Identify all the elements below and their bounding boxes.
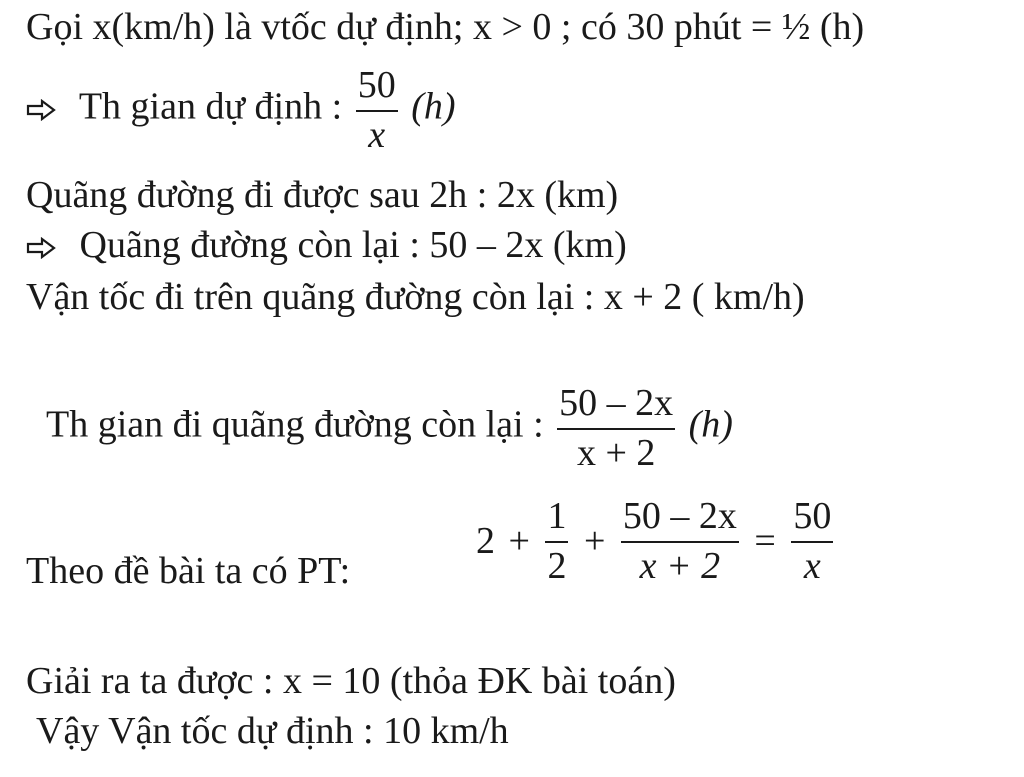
line-planned-time [26,66,456,154]
fraction-denominator: 2 [547,545,567,587]
fraction-denominator: x [368,114,386,156]
remaining-distance-text: Quãng đường còn lại : 50 – 2x (km) [79,224,627,266]
line-distance-2h: Quãng đường đi được sau 2h : 2x (km) [26,174,619,216]
planned-time-label: Th gian dự định : [78,85,343,128]
equation-fraction-half [545,497,568,585]
line-remaining-time [46,384,733,472]
planned-time-unit: (h) [411,85,456,128]
line-equation-label: Theo đề bài ta có PT: [26,550,351,592]
equals-sign: = [754,520,776,562]
fraction-bar [545,541,568,543]
implies-arrow-icon [26,99,56,121]
plus-sign: + [583,520,606,562]
remaining-time-fraction [557,384,675,472]
line-conclusion: Vậy Vận tốc dự định : 10 km/h [36,710,509,752]
fraction-numerator: 50 – 2x [622,495,737,537]
fraction-bar [621,541,739,543]
fraction-bar [557,428,675,430]
remaining-time-label: Th gian đi quãng đường còn lại : [46,403,544,446]
equation-fraction-planned [791,497,833,585]
fraction-denominator: x [803,545,821,587]
fraction-denominator: x + 2 [639,545,721,587]
line-definition: Gọi x(km/h) là vtốc dự định; x > 0 ; có 30 phút = ½ (h) [26,6,865,48]
fraction-numerator: 50 [357,64,396,106]
fraction-numerator: 50 [793,495,832,537]
line-remaining-distance [26,226,627,264]
equation-fraction-remaining [621,497,739,585]
remaining-time-unit: (h) [688,403,733,446]
line-remaining-speed: Vận tốc đi trên quãng đường còn lại : x + 2 ( km/h) [26,276,805,318]
plus-sign: + [508,520,530,562]
fraction-numerator: 50 – 2x [559,382,674,424]
fraction-numerator: 1 [547,495,567,537]
line-solution: Giải ra ta được : x = 10 (thỏa ĐK bài toán) [26,660,676,702]
implies-arrow-icon [26,237,56,259]
equation [474,497,837,585]
fraction-bar [356,110,398,112]
fraction-bar [791,541,833,543]
planned-time-fraction [356,66,398,154]
fraction-denominator: x + 2 [576,432,656,474]
equation-term: 2 [476,520,495,562]
